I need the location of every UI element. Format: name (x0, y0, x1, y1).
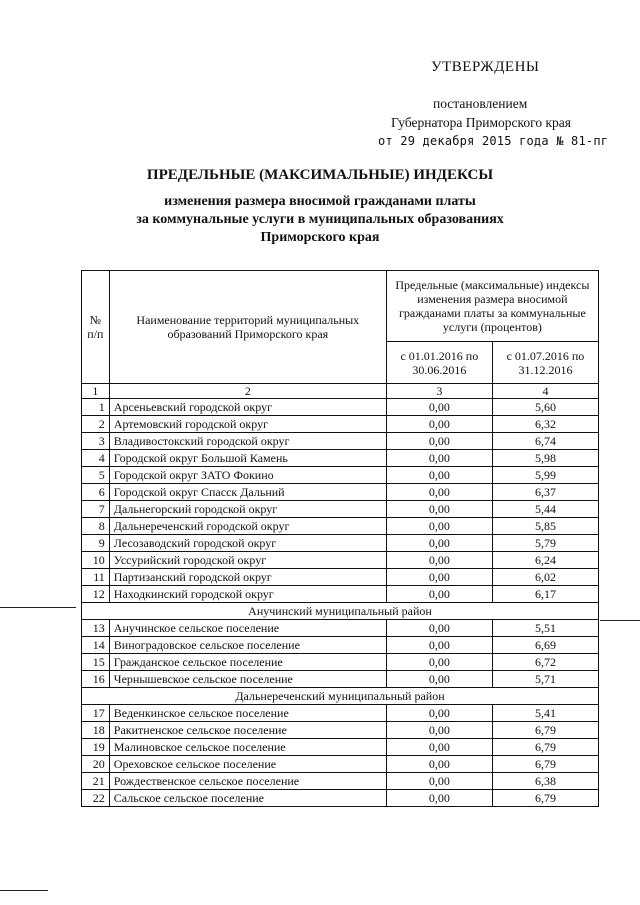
row-number: 15 (82, 654, 110, 671)
territory-name: Артемовский городской округ (109, 416, 386, 433)
document-title: ПРЕДЕЛЬНЫЕ (МАКСИМАЛЬНЫЕ) ИНДЕКСЫ (146, 167, 494, 183)
table-row (82, 399, 599, 416)
row-number: 10 (82, 552, 110, 569)
scan-line-left (0, 607, 76, 608)
index-period-1: 0,00 (386, 518, 492, 535)
col-index-2: 2 (109, 384, 386, 399)
index-period-1: 0,00 (386, 722, 492, 739)
col-index-4: 4 (492, 384, 598, 399)
row-number: 11 (82, 569, 110, 586)
index-period-1: 0,00 (386, 501, 492, 518)
table-row (82, 416, 599, 433)
document-subtitle-2: за коммунальные услуги в муниципальных образованиях (136, 212, 504, 227)
index-period-1: 0,00 (386, 399, 492, 416)
table-row (82, 552, 599, 569)
territory-name: Дальнереченский городской округ (109, 518, 386, 535)
row-number: 20 (82, 756, 110, 773)
scan-line-right (600, 620, 640, 621)
territory-name: Арсеньевский городской округ (109, 399, 386, 416)
territory-name: Анучинское сельское поселение (109, 620, 386, 637)
index-period-2: 6,17 (492, 586, 598, 603)
document-subtitle-3: Приморского края (260, 230, 380, 245)
territory-name: Находкинский городской округ (109, 586, 386, 603)
table-row (82, 450, 599, 467)
index-period-1: 0,00 (386, 773, 492, 790)
territory-name: Городской округ Спасск Дальний (109, 484, 386, 501)
territory-name: Чернышевское сельское поселение (109, 671, 386, 688)
table-body (82, 399, 599, 807)
row-number: 2 (82, 416, 110, 433)
index-period-1: 0,00 (386, 654, 492, 671)
index-period-2: 5,44 (492, 501, 598, 518)
section-row (82, 603, 599, 620)
index-period-2: 6,79 (492, 722, 598, 739)
territory-name: Дальнегорский городской округ (109, 501, 386, 518)
index-period-1: 0,00 (386, 467, 492, 484)
index-period-1: 0,00 (386, 484, 492, 501)
index-period-1: 0,00 (386, 416, 492, 433)
col-header-territory: Наименование территорий муниципальных образований Приморского края (109, 271, 386, 384)
index-period-2: 6,37 (492, 484, 598, 501)
index-period-1: 0,00 (386, 433, 492, 450)
index-period-2: 5,60 (492, 399, 598, 416)
table-row (82, 756, 599, 773)
table-row (82, 739, 599, 756)
section-label: Анучинский муниципальный район (82, 603, 599, 620)
index-period-1: 0,00 (386, 705, 492, 722)
index-period-2: 5,51 (492, 620, 598, 637)
document-subtitle-1: изменения размера вносимой гражданами платы (164, 194, 476, 209)
row-number: 4 (82, 450, 110, 467)
index-period-1: 0,00 (386, 552, 492, 569)
row-number: 1 (82, 399, 110, 416)
index-period-1: 0,00 (386, 620, 492, 637)
indices-table (81, 270, 599, 807)
table-row (82, 705, 599, 722)
row-number: 6 (82, 484, 110, 501)
table-row (82, 773, 599, 790)
row-number: 17 (82, 705, 110, 722)
decree-line-2: Губернатора Приморского края (391, 115, 571, 130)
index-period-1: 0,00 (386, 739, 492, 756)
table-row (82, 467, 599, 484)
col-index-3: 3 (386, 384, 492, 399)
col-header-indices: Предельные (максимальные) индексы изменения размера вносимой гражданами платы за коммунальные услуги (процентов) (386, 271, 598, 342)
row-number: 21 (82, 773, 110, 790)
index-period-2: 5,99 (492, 467, 598, 484)
row-number: 3 (82, 433, 110, 450)
territory-name: Уссурийский городской округ (109, 552, 386, 569)
table-row (82, 671, 599, 688)
table-row (82, 722, 599, 739)
row-number: 8 (82, 518, 110, 535)
territory-name: Ореховское сельское поселение (109, 756, 386, 773)
approved-label: УТВЕРЖДЕНЫ (431, 59, 540, 75)
row-number: 13 (82, 620, 110, 637)
index-period-1: 0,00 (386, 671, 492, 688)
row-number: 22 (82, 790, 110, 807)
table-row (82, 620, 599, 637)
table-row (82, 535, 599, 552)
row-number: 7 (82, 501, 110, 518)
col-header-number: № п/п (82, 271, 110, 384)
index-period-2: 6,38 (492, 773, 598, 790)
index-period-2: 6,72 (492, 654, 598, 671)
row-number: 12 (82, 586, 110, 603)
row-number: 19 (82, 739, 110, 756)
table-row (82, 433, 599, 450)
row-number: 9 (82, 535, 110, 552)
index-period-2: 6,79 (492, 739, 598, 756)
row-number: 14 (82, 637, 110, 654)
table-row (82, 637, 599, 654)
table-row (82, 518, 599, 535)
table-row (82, 790, 599, 807)
territory-name: Городской округ ЗАТО Фокино (109, 467, 386, 484)
table-row (82, 586, 599, 603)
territory-name: Городской округ Большой Камень (109, 450, 386, 467)
section-row (82, 688, 599, 705)
territory-name: Лесозаводский городской округ (109, 535, 386, 552)
col-header-period-2: с 01.07.2016 по 31.12.2016 (492, 342, 598, 384)
index-period-1: 0,00 (386, 637, 492, 654)
territory-name: Гражданское сельское поселение (109, 654, 386, 671)
section-label: Дальнереченский муниципальный район (82, 688, 599, 705)
territory-name: Владивостокский городской округ (109, 433, 386, 450)
index-period-2: 6,69 (492, 637, 598, 654)
index-period-1: 0,00 (386, 535, 492, 552)
index-period-1: 0,00 (386, 586, 492, 603)
index-period-1: 0,00 (386, 756, 492, 773)
index-period-2: 6,74 (492, 433, 598, 450)
territory-name: Сальское сельское поселение (109, 790, 386, 807)
table-row (82, 501, 599, 518)
row-number: 18 (82, 722, 110, 739)
decree-date-number: от 29 декабря 2015 года № 81-пг (378, 134, 609, 148)
table-row (82, 654, 599, 671)
index-period-2: 6,02 (492, 569, 598, 586)
index-period-2: 6,79 (492, 790, 598, 807)
territory-name: Виноградовское сельское поселение (109, 637, 386, 654)
row-number: 5 (82, 467, 110, 484)
index-period-2: 5,85 (492, 518, 598, 535)
territory-name: Ракитненское сельское поселение (109, 722, 386, 739)
index-period-2: 6,24 (492, 552, 598, 569)
row-number: 16 (82, 671, 110, 688)
index-period-2: 5,79 (492, 535, 598, 552)
col-header-period-1: с 01.01.2016 по 30.06.2016 (386, 342, 492, 384)
decree-line-1: постановлением (433, 96, 528, 111)
territory-name: Веденкинское сельское поселение (109, 705, 386, 722)
territory-name: Партизанский городской округ (109, 569, 386, 586)
index-period-2: 5,71 (492, 671, 598, 688)
index-period-2: 6,79 (492, 756, 598, 773)
index-period-2: 6,32 (492, 416, 598, 433)
scan-line-bottom (0, 890, 48, 891)
territory-name: Рождественское сельское поселение (109, 773, 386, 790)
col-index-1: 1 (82, 384, 110, 399)
index-period-1: 0,00 (386, 569, 492, 586)
table-row (82, 484, 599, 501)
index-period-2: 5,41 (492, 705, 598, 722)
territory-name: Малиновское сельское поселение (109, 739, 386, 756)
table-row (82, 569, 599, 586)
index-period-1: 0,00 (386, 790, 492, 807)
index-period-1: 0,00 (386, 450, 492, 467)
index-period-2: 5,98 (492, 450, 598, 467)
